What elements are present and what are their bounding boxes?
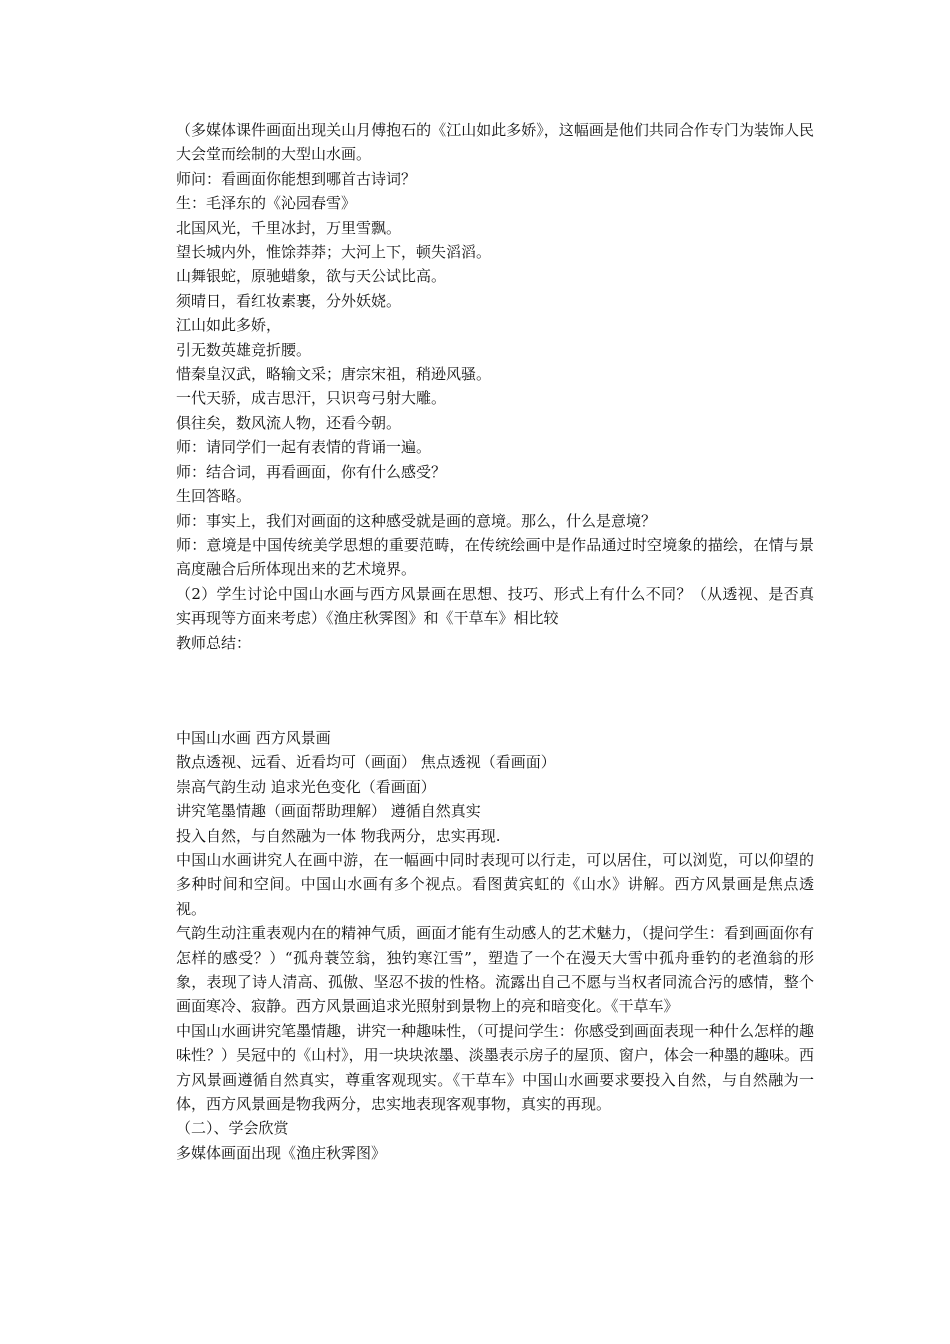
dialogue-paragraph: 师：意境是中国传统美学思想的重要范畴，在传统绘画中是作品通过时空境象的描绘，在情与景高度融合后所体现出来的艺术境界。 <box>176 535 814 579</box>
summary-paragraph: 投入自然，与自然融为一体 物我两分，忠实再现. <box>176 826 501 845</box>
summary-paragraph: 崇高气韵生动 追求光色变化（看画面） <box>176 777 436 796</box>
summary-paragraph: 中国山水画 西方风景画 <box>176 728 331 747</box>
dialogue-paragraph: 引无数英雄竞折腰。 <box>176 340 312 359</box>
document-body <box>176 118 814 1165</box>
dialogue-paragraph: 望长城内外，惟馀莽莽；大河上下，顿失滔滔。 <box>176 243 492 262</box>
dialogue-paragraph: （多媒体课件画面出现关山月傅抱石的《江山如此多娇》，这幅画是他们共同合作专门为装饰人民大会堂而绘制的大型山水画。 <box>176 121 814 164</box>
dialogue-paragraph: 一代天骄，成吉思汗，只识弯弓射大雕。 <box>176 389 447 408</box>
lesson-dialogue-section <box>176 118 814 655</box>
dialogue-paragraph: 生：毛泽东的《沁园春雪》 <box>176 194 357 213</box>
dialogue-paragraph: 师：事实上，我们对画面的这种感受就是画的意境。那么，什么是意境？ <box>176 511 657 530</box>
dialogue-paragraph: 师：请同学们一起有表情的背诵一遍。 <box>176 438 432 457</box>
summary-paragraph: 中国山水画讲究人在画中游，在一幅画中同时表现可以行走，可以居住，可以浏览，可以仰望的多种时间和空间。中国山水画有多个视点。看图黄宾虹的《山水》讲解。西方风景画是焦点透视。 <box>176 850 814 918</box>
summary-paragraph: 气韵生动注重表观内在的精神气质，画面才能有生动感人的艺术魅力，（提问学生：看到画面你有怎样的感受？）“孤舟蓑笠翁，独钓寒江雪”，塑造了一个在漫天大雪中孤舟垂钓的老渔翁的形象，表现了诗人清高、孤傲、坚忍不拔的性格。流露出自己不愿与当权者同流合污的感情，整个画面寒冷、寂静。西方风景画追求光照射到景物上的亮和暗变化。《干草车》 <box>176 924 814 1016</box>
dialogue-paragraph: 惜秦皇汉武，略输文采；唐宗宋祖，稍逊风骚。 <box>176 365 492 384</box>
comparison-summary-section <box>176 726 814 1165</box>
dialogue-paragraph: 俱往矣，数风流人物，还看今朝。 <box>176 413 402 432</box>
dialogue-paragraph: 江山如此多娇， <box>176 316 282 335</box>
dialogue-paragraph: 须晴日，看红妆素裹，分外妖娆。 <box>176 291 402 310</box>
dialogue-paragraph: 生回答略。 <box>176 487 252 506</box>
summary-paragraph: 散点透视、远看、近看均可（画面） 焦点透视（看画面） <box>176 753 556 772</box>
summary-paragraph: （二）、学会欣赏 <box>176 1119 289 1138</box>
summary-paragraph: 中国山水画讲究笔墨情趣，讲究一种趣味性，（可提问学生：你感受到画面表现一种什么怎样的趣味性？）吴冠中的《山村》，用一块块浓墨、淡墨表示房子的屋顶、窗户，体会一种墨的趣味。西方风景画遵循自然真实，尊重客观现实。《干草车》中国山水画要求要投入自然，与自然融为一体，西方风景画是物我两分，忠实地表现客观事物，真实的再现。 <box>176 1021 814 1114</box>
dialogue-paragraph: 北国风光，千里冰封，万里雪飘。 <box>176 218 402 237</box>
dialogue-paragraph: 师问：看画面你能想到哪首古诗词？ <box>176 169 417 188</box>
summary-paragraph: 讲究笔墨情趣（画面帮助理解） 遵循自然真实 <box>176 802 481 821</box>
section-gap <box>176 655 814 726</box>
summary-paragraph: 多媒体画面出现《渔庄秋霁图》 <box>176 1143 387 1162</box>
dialogue-paragraph: 师：结合词，再看画面，你有什么感受？ <box>176 462 447 481</box>
dialogue-paragraph: （2）学生讨论中国山水画与西方风景画在思想、技巧、形式上有什么不同？（从透视、是否真实再现等方面来考虑）《渔庄秋霁图》和《干草车》相比较 <box>176 584 814 628</box>
dialogue-paragraph: 山舞银蛇，原驰蜡象，欲与天公试比高。 <box>176 267 447 286</box>
dialogue-paragraph: 教师总结： <box>176 633 252 652</box>
